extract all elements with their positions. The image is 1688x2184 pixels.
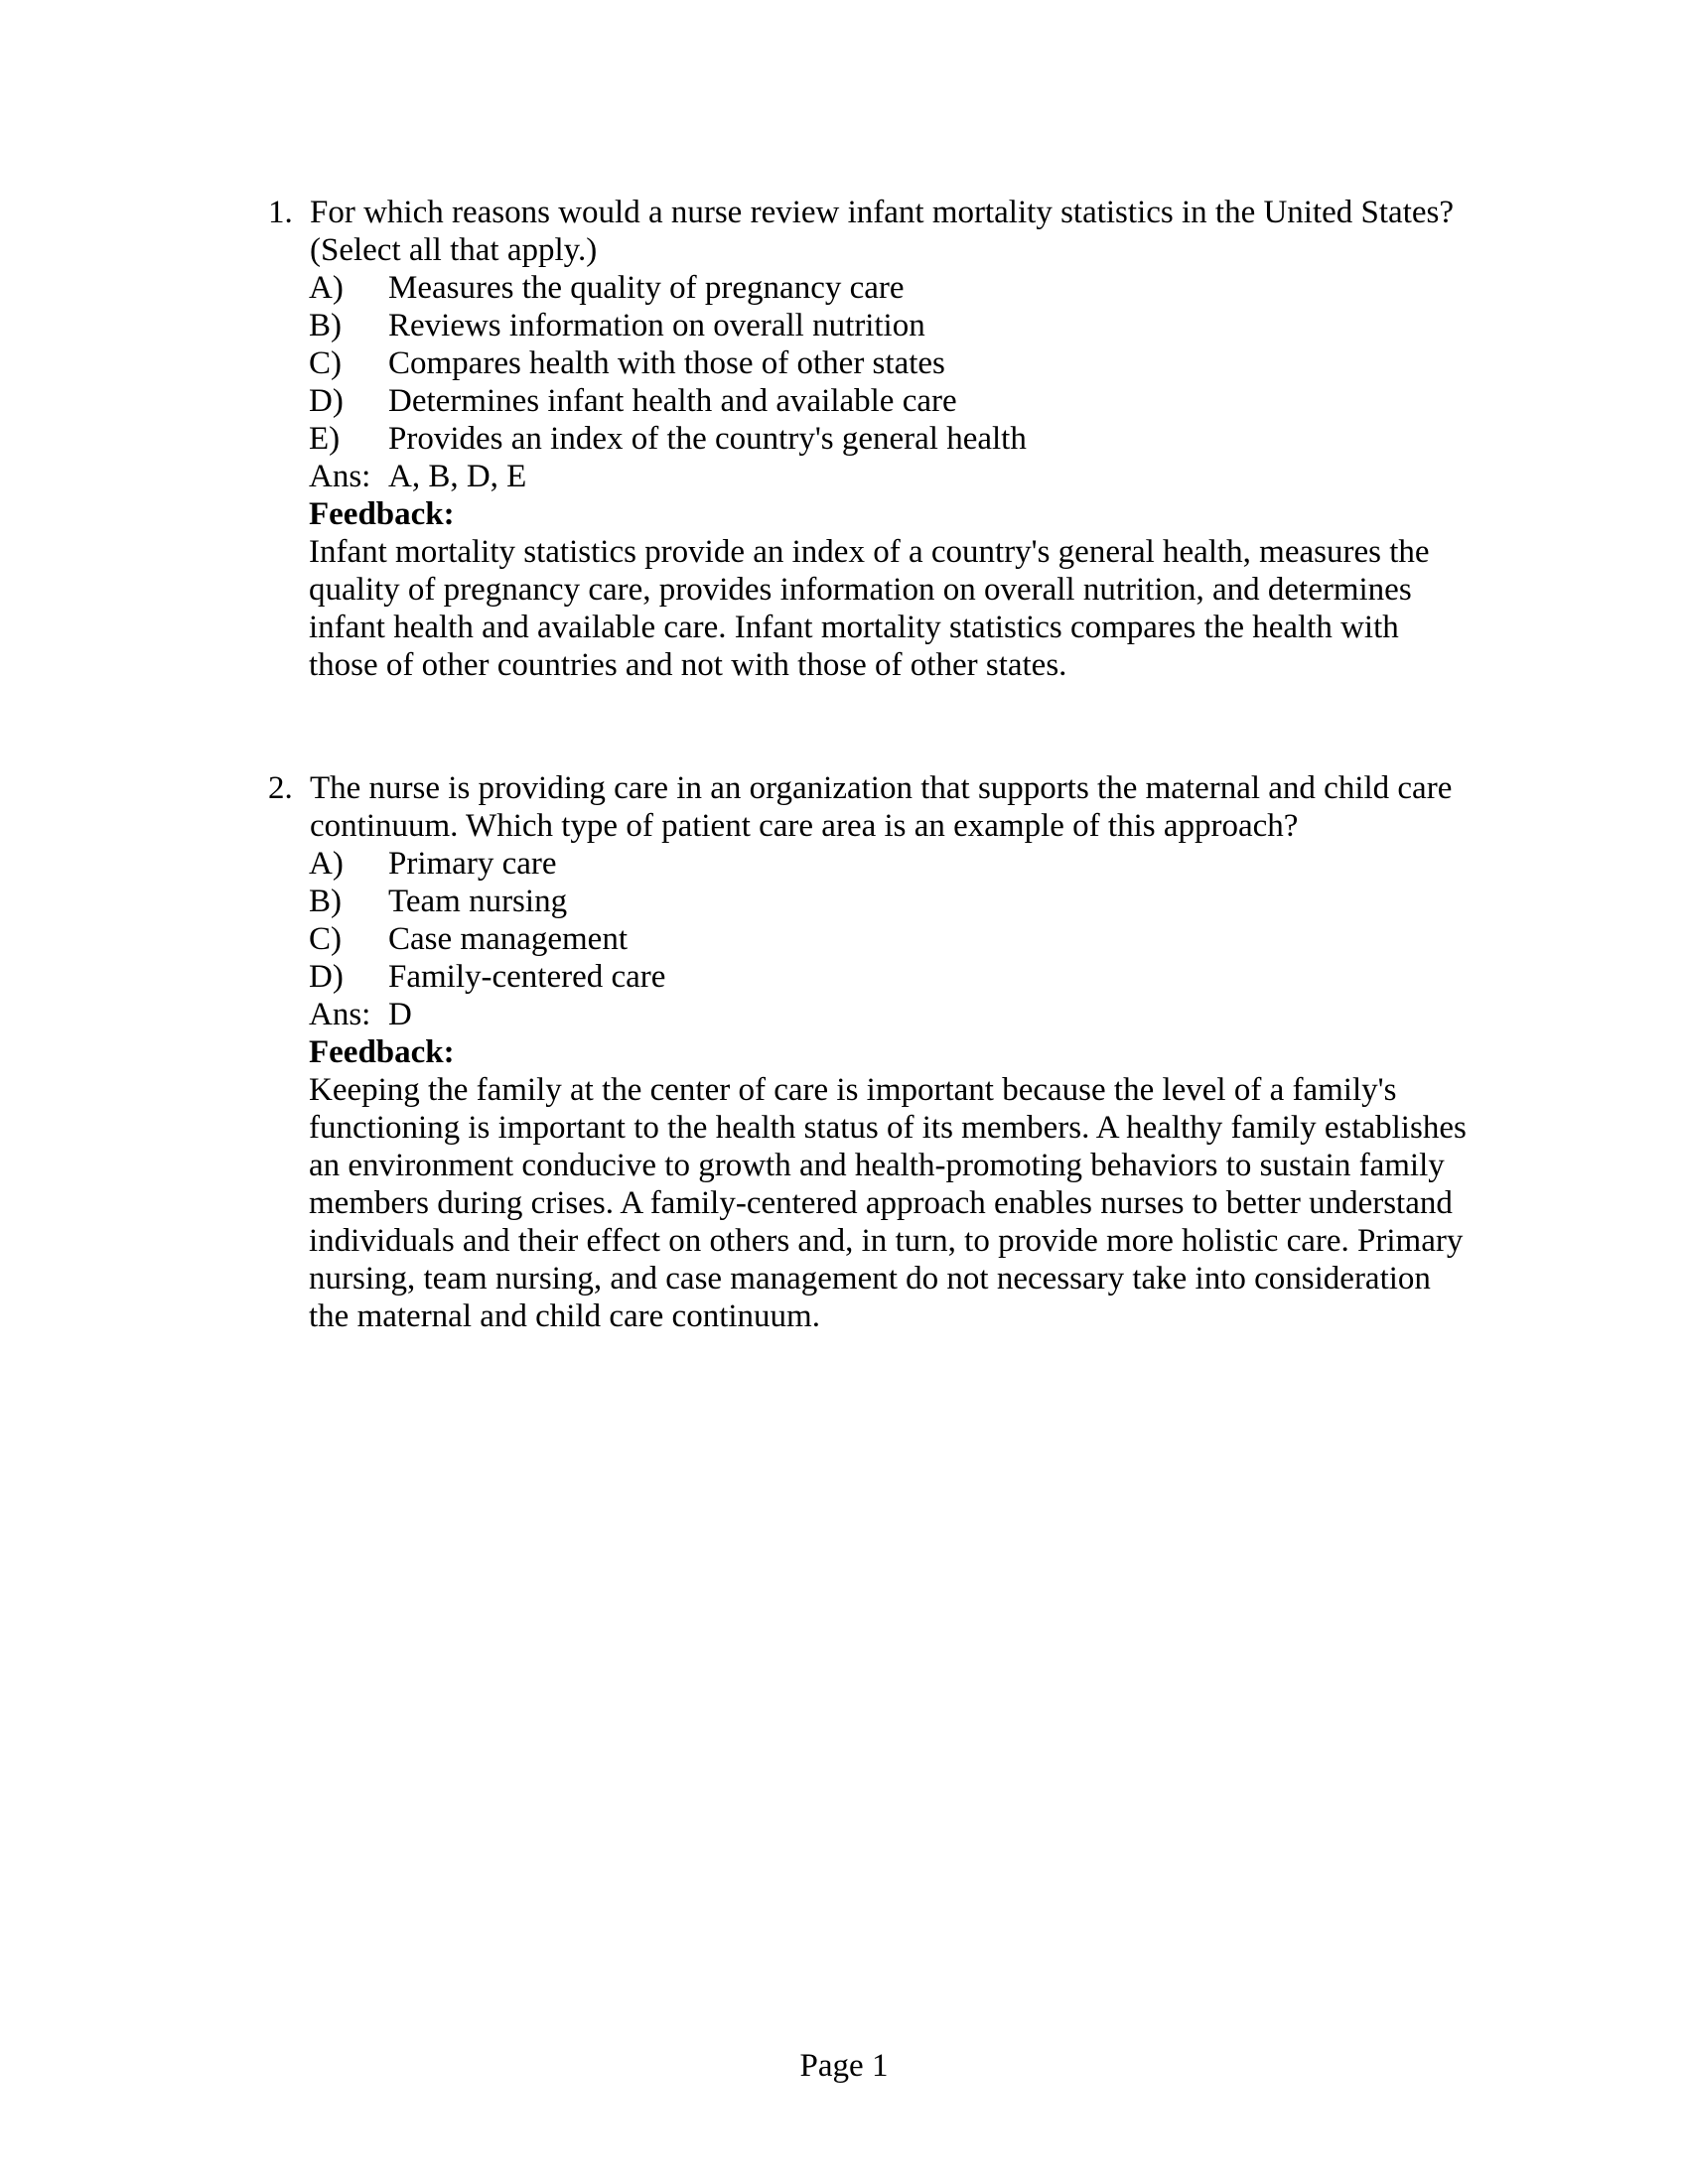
answer-option	[309, 420, 1499, 458]
question-text	[310, 194, 1499, 269]
question-text	[310, 769, 1499, 845]
option-letter: B)	[309, 308, 342, 343]
answer-label: Ans:	[309, 997, 371, 1032]
answer-option	[309, 883, 1499, 920]
feedback-text-line: individuals and their effect on others and, in turn, to provide more holistic care. Primary	[309, 1223, 1464, 1259]
question-text-line: For which reasons would a nurse review infant mortality statistics in the United States?	[310, 195, 1455, 230]
page-number: Page 1	[799, 2048, 889, 2084]
question-1	[268, 194, 1499, 684]
options-list	[309, 269, 1499, 684]
question-text-line: continuum. Which type of patient care area is an example of this approach?	[310, 808, 1299, 844]
feedback-text	[309, 1071, 1499, 1335]
feedback-text-line: an environment conducive to growth and health-promoting behaviors to sustain family	[309, 1148, 1445, 1183]
question-1-header	[268, 194, 1499, 269]
option-text: Team nursing	[388, 884, 568, 919]
feedback-text-line: those of other countries and not with those of other states.	[309, 647, 1067, 683]
feedback-text-line: functioning is important to the health status of its members. A healthy family establishes	[309, 1110, 1467, 1146]
option-text: Determines infant health and available care	[388, 383, 957, 419]
feedback-text-line: nursing, team nursing, and case management do not necessary take into consideration	[309, 1261, 1431, 1297]
feedback-label: Feedback:	[309, 496, 455, 532]
question-number: 2.	[268, 770, 293, 806]
feedback-text-line: infant health and available care. Infant mortality statistics compares the health with	[309, 610, 1399, 645]
question-number: 1.	[268, 195, 293, 230]
option-letter: D)	[309, 383, 344, 419]
option-text: Reviews information on overall nutrition	[388, 308, 925, 343]
option-letter: C)	[309, 345, 342, 381]
answer-option	[309, 958, 1499, 996]
feedback-label: Feedback:	[309, 1034, 455, 1070]
option-text: Primary care	[388, 846, 557, 882]
question-text-line: (Select all that apply.)	[310, 232, 598, 268]
answer-option	[309, 307, 1499, 344]
feedback-text-line: quality of pregnancy care, provides information on overall nutrition, and determines	[309, 572, 1412, 608]
feedback-text-line: members during crises. A family-centered approach enables nurses to better understand	[309, 1185, 1453, 1221]
answer-value: A, B, D, E	[388, 459, 527, 494]
answer-option	[309, 845, 1499, 883]
question-text-line: The nurse is providing care in an organization that supports the maternal and child care	[310, 770, 1453, 806]
answer-label: Ans:	[309, 459, 371, 494]
option-letter: A)	[309, 270, 344, 306]
option-text: Measures the quality of pregnancy care	[388, 270, 905, 306]
option-letter: C)	[309, 921, 342, 957]
feedback-text	[309, 533, 1499, 684]
option-letter: E)	[309, 421, 341, 457]
feedback-text-line: Keeping the family at the center of care is important because the level of a family's	[309, 1072, 1397, 1108]
options-list	[309, 845, 1499, 1335]
answer-row	[309, 458, 1499, 495]
option-text: Family-centered care	[388, 959, 666, 995]
question-2	[268, 769, 1499, 1335]
question-2-header	[268, 769, 1499, 845]
option-text: Provides an index of the country's general health	[388, 421, 1027, 457]
answer-value: D	[388, 997, 412, 1032]
option-letter: D)	[309, 959, 344, 995]
answer-option	[309, 269, 1499, 307]
option-text: Case management	[388, 921, 628, 957]
option-letter: A)	[309, 846, 344, 882]
feedback-text-line: the maternal and child care continuum.	[309, 1298, 820, 1334]
answer-option	[309, 382, 1499, 420]
option-letter: B)	[309, 884, 342, 919]
answer-option	[309, 344, 1499, 382]
answer-row	[309, 996, 1499, 1033]
answer-option	[309, 920, 1499, 958]
feedback-text-line: Infant mortality statistics provide an index of a country's general health, measures the	[309, 534, 1430, 570]
option-text: Compares health with those of other states	[388, 345, 945, 381]
